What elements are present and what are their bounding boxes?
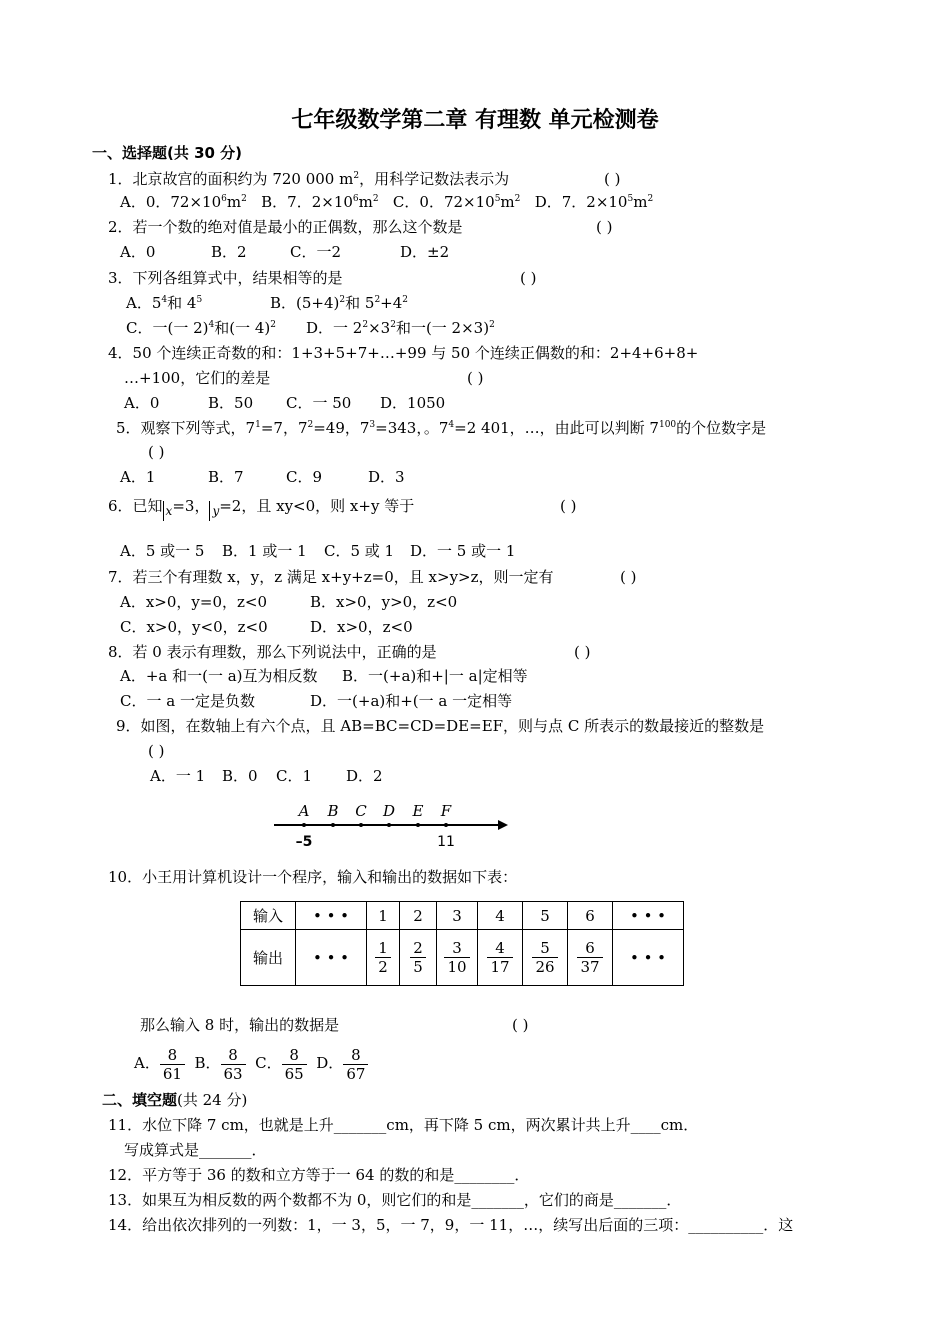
q3-option-d: D．一 $2^2\times 3^2$和一(一 2×3)$^2$ bbox=[306, 319, 495, 337]
q2-option-b: B．2 bbox=[211, 243, 247, 261]
point-label-b: B bbox=[327, 802, 339, 820]
answer-paren-2: ( ) bbox=[596, 218, 613, 236]
question-8: 8．若 0 表示有理数，那么下列说法中，正确的是 bbox=[108, 643, 437, 661]
question-9: 9．如图，在数轴上有六个点，且 AB=BC=CD=DE=EF，则与点 C 所表示的数最接近的整数是 bbox=[116, 717, 765, 735]
table-cell bbox=[523, 930, 568, 986]
point-label-f: F bbox=[440, 802, 452, 820]
io-table bbox=[240, 901, 684, 986]
table-cell bbox=[400, 930, 437, 986]
question-12: 12．平方等于 36 的数和立方等于一 64 的数的和是________． bbox=[108, 1166, 530, 1184]
answer-paren-6: ( ) bbox=[560, 497, 577, 515]
question-3: 3．下列各组算式中，结果相等的是 bbox=[108, 269, 343, 287]
fraction: $\frac{6}{37}$ bbox=[577, 939, 602, 976]
table-cell: 3 bbox=[437, 902, 478, 930]
q6-option-d: D．一 5 或一 1 bbox=[410, 542, 516, 560]
table-cell: • • • bbox=[296, 930, 367, 986]
q10-option-b: B． $\frac{8}{63}$ bbox=[194, 1043, 245, 1083]
q5-option-a: A．1 bbox=[120, 468, 156, 486]
table-cell bbox=[568, 930, 613, 986]
point-label-a: A bbox=[298, 802, 310, 820]
answer-paren-3: ( ) bbox=[520, 269, 537, 287]
q4-option-c: C．一 50 bbox=[286, 394, 352, 412]
answer-paren-9: ( ) bbox=[148, 742, 165, 760]
question-14: 14．给出依次排列的一列数：1，一 3，5，一 7，9，一 11，…，续写出后面的三项：__________．这 bbox=[108, 1216, 794, 1234]
q4-option-a: A．0 bbox=[124, 394, 160, 412]
q8-option-b: B．一(+a)和+|一 a|定相等 bbox=[342, 667, 528, 685]
table-cell: 6 bbox=[568, 902, 613, 930]
q5-option-d: D．3 bbox=[368, 468, 405, 486]
q9-option-a: A．一 1 bbox=[150, 767, 206, 785]
answer-paren-1: ( ) bbox=[604, 170, 621, 188]
q3-option-b: B．$(5+4)^2$和 $5^2+4^2$ bbox=[270, 294, 409, 312]
q3-option-a: A．$5^4$和 $4^5$ bbox=[126, 294, 203, 312]
question-4-line2: …+100，它们的差是 bbox=[124, 369, 271, 387]
table-cell bbox=[367, 930, 400, 986]
table-cell: 4 bbox=[478, 902, 523, 930]
table-cell: • • • bbox=[613, 930, 684, 986]
question-11-line1: 11．水位下降 7 cm，也就是上升_______cm，再下降 5 cm，两次累计共上升____cm． bbox=[108, 1116, 699, 1134]
section-2-heading: 二、填空题(共 24 分) bbox=[102, 1091, 248, 1109]
q7-option-a: A．x>0，y=0，z<0 bbox=[120, 593, 268, 611]
answer-paren-8: ( ) bbox=[574, 643, 591, 661]
q7-option-c: C．x>0，y<0，z<0 bbox=[120, 618, 268, 636]
abs-y: y bbox=[209, 501, 219, 521]
row-header-input: 输入 bbox=[241, 902, 296, 930]
table-cell: • • • bbox=[613, 902, 684, 930]
fraction: $\frac{2}{5}$ bbox=[410, 939, 426, 976]
point-f bbox=[444, 823, 448, 827]
point-e bbox=[416, 823, 420, 827]
q8-option-c: C．一 a 一定是负数 bbox=[120, 692, 255, 710]
q1-options: A．0．$72\times 10^6m^2$ B．7．$2\times 10^6m^2$ C．0．$72\times 10^5m^2$ D．7．$2\times 10^5m^2$ bbox=[120, 193, 654, 211]
table-cell: • • • bbox=[296, 902, 367, 930]
q10-option-c: C． $\frac{8}{65}$ bbox=[255, 1043, 307, 1083]
answer-paren-10: ( ) bbox=[512, 1016, 529, 1034]
fraction: $\frac{8}{67}$ bbox=[343, 1046, 368, 1083]
q9-option-d: D．2 bbox=[346, 767, 383, 785]
q8-option-d: D．一(+a)和+(一 a 一定相等 bbox=[310, 692, 513, 710]
table-cell: 2 bbox=[400, 902, 437, 930]
fraction: $\frac{8}{63}$ bbox=[221, 1046, 246, 1083]
page-title: 七年级数学第二章 有理数 单元检测卷 bbox=[291, 108, 659, 133]
fraction: $\frac{8}{61}$ bbox=[160, 1046, 185, 1083]
row-header-output: 输出 bbox=[241, 930, 296, 986]
question-10-followup: 那么输入 8 时，输出的数据是 bbox=[140, 1016, 340, 1034]
q7-option-d: D．x>0，z<0 bbox=[310, 618, 413, 636]
q2-option-a: A．0 bbox=[120, 243, 156, 261]
value-right: 11 bbox=[437, 834, 455, 850]
point-label-e: E bbox=[412, 802, 424, 820]
answer-paren-5: ( ) bbox=[148, 443, 165, 461]
question-11-line2: 写成算式是_______． bbox=[124, 1141, 267, 1159]
q4-option-b: B．50 bbox=[208, 394, 254, 412]
table-cell bbox=[478, 930, 523, 986]
table-row-output bbox=[241, 930, 684, 986]
point-c bbox=[359, 823, 363, 827]
q4-option-d: D．1050 bbox=[380, 394, 446, 412]
question-2: 2．若一个数的绝对值是最小的正偶数，那么这个数是 bbox=[108, 218, 463, 236]
q9-option-b: B．0 bbox=[222, 767, 258, 785]
fraction: $\frac{1}{2}$ bbox=[375, 939, 391, 976]
question-6: 6．已知 x=3， y=2，且 xy<0，则 x+y 等于 bbox=[108, 496, 414, 521]
q2-option-c: C．一2 bbox=[290, 243, 342, 261]
point-label-c: C bbox=[355, 802, 367, 820]
q9-option-c: C．1 bbox=[276, 767, 313, 785]
question-1: 1．北京故宫的面积约为 720 000 $m^2$，用科学记数法表示为 bbox=[108, 170, 510, 188]
value-left: –5 bbox=[295, 834, 313, 850]
table-cell bbox=[437, 930, 478, 986]
point-label-d: D bbox=[382, 802, 396, 820]
answer-paren-4: ( ) bbox=[467, 369, 484, 387]
section-1-heading: 一、选择题(共 30 分) bbox=[92, 144, 243, 162]
q10-option-a: A． $\frac{8}{61}$ bbox=[134, 1043, 185, 1083]
number-line-arrow bbox=[498, 820, 508, 830]
number-line-figure bbox=[268, 798, 518, 854]
table-row-input bbox=[241, 902, 684, 930]
q7-option-b: B．x>0，y>0，z<0 bbox=[310, 593, 458, 611]
q5-option-b: B．7 bbox=[208, 468, 244, 486]
abs-x: x bbox=[163, 501, 173, 521]
table-cell: 1 bbox=[367, 902, 400, 930]
q6-option-c: C．5 或 1 bbox=[324, 542, 395, 560]
point-d bbox=[387, 823, 391, 827]
fraction: $\frac{3}{10}$ bbox=[444, 939, 469, 976]
q10-option-d: D． $\frac{8}{67}$ bbox=[316, 1043, 368, 1083]
question-10: 10．小王用计算机设计一个程序，输入和输出的数据如下表： bbox=[108, 868, 518, 886]
question-13: 13．如果互为相反数的两个数都不为 0，则它们的和是_______，它们的商是_______． bbox=[108, 1191, 682, 1209]
q6-option-b: B．1 或一 1 bbox=[222, 542, 307, 560]
answer-paren-7: ( ) bbox=[620, 568, 637, 586]
point-b bbox=[331, 823, 335, 827]
question-5: 5．观察下列等式，$7^1=7$，$7^2=49$，$7^3=343$，。$7^4=2$ 401，…，由此可以判断 $7^{100}$的个位数字是 bbox=[116, 419, 767, 437]
question-7: 7．若三个有理数 x，y，z 满足 x+y+z=0，且 x>y>z，则一定有 bbox=[108, 568, 554, 586]
q3-option-c: C．一(一 2)$^4$和(一 4)$^2$ bbox=[126, 319, 276, 337]
fraction: $\frac{8}{65}$ bbox=[282, 1046, 307, 1083]
q2-option-d: D．±2 bbox=[400, 243, 450, 261]
table-cell: 5 bbox=[523, 902, 568, 930]
fraction: $\frac{5}{26}$ bbox=[532, 939, 557, 976]
q5-option-c: C．9 bbox=[286, 468, 323, 486]
q8-option-a: A．+a 和一(一 a)互为相反数 bbox=[120, 667, 318, 685]
point-a bbox=[302, 823, 306, 827]
question-4-line1: 4．50 个连续正奇数的和：1+3+5+7+…+99 与 50 个连续正偶数的和：2+4+6+8+ bbox=[108, 344, 699, 362]
q6-option-a: A．5 或一 5 bbox=[120, 542, 205, 560]
q10-options bbox=[134, 1042, 368, 1083]
fraction: $\frac{4}{17}$ bbox=[487, 939, 512, 976]
